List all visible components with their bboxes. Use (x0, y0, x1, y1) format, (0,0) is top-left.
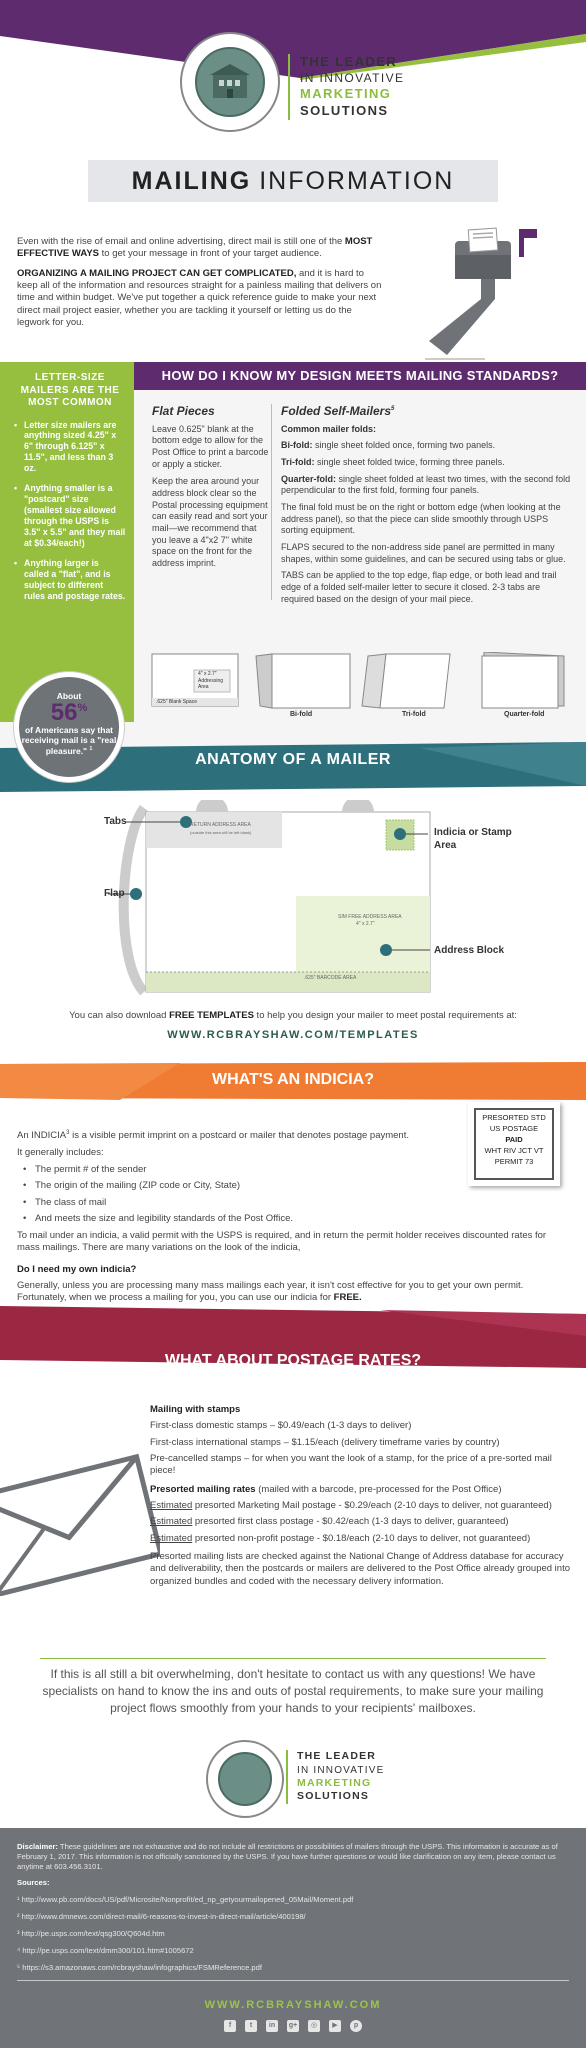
intro-paragraph-1: Even with the rise of email and online advertising, direct mail is still one of the MOST EFFECTIVE WAYS to get your message in front of your target audience. (17, 236, 373, 260)
youtube-icon[interactable]: ▶ (329, 2020, 341, 2032)
flat-paragraph-2: Keep the area around your address block clear so the Postal processing equipment can easily read and sort your mail—we recommend that you leave a 4"x2 7" white space on the front for the address imprint. (152, 476, 268, 569)
tagline-line-1: THE LEADER (300, 54, 398, 69)
footer-tagline (286, 1750, 384, 1804)
sidebar-item: • Anything smaller is a "postcard" size (smallest size allowed through the USPS is 3.5" x 5.5" and they mail at $0.34/each!) (14, 483, 126, 549)
help-text: If this is all still a bit overwhelming, don't hesitate to contact us with any questions! We have specialists on hand to know the ins and outs of postal requirements, to make sure your mailing project flows smoothly from your hands to your recipients' mailboxes. (42, 1667, 544, 1715)
indicia-text-2 (17, 1230, 569, 1309)
stamp-line: US POSTAGE (489, 1123, 539, 1133)
tabs-callout: Tabs (104, 816, 127, 827)
flat-pieces-title: Flat Pieces (152, 404, 215, 418)
tagline-line-2: IN INNOVATIVE (300, 70, 405, 85)
source-link[interactable]: ¹ http://www.pb.com/docs/US/pdf/Microsite/Nonprofit/ed_np_getyourmailopened_05Mail/Moment.pdf (17, 1895, 354, 1905)
tagline (288, 54, 404, 120)
stamp-line: PAID (505, 1134, 523, 1144)
intro-paragraph-2: ORGANIZING A MAILING PROJECT CAN GET COMPLICATED, and it is hard to keep all of the information and resources straight for a painless mailing that delivers on time and within budget. We've put together a quick reference guide to make your next direct mail project easier, whether you are tackling it yourself or letting us do the legwork for you. (17, 267, 382, 329)
folded-paragraph-3: FLAPS secured to the non-address side panel are permitted in many shapes, within some guidelines, and can be secured using tabs or glue. (281, 542, 566, 564)
bifold-desc: Bi-fold: single sheet folded once, forming two panels. (281, 440, 496, 451)
stamp-line: WHT RIV JCT VT (484, 1145, 544, 1155)
google-plus-icon[interactable]: g+ (287, 2020, 299, 2032)
indicia-text (17, 1130, 457, 1230)
indicia-title: WHAT'S AN INDICIA? (211, 1071, 374, 1088)
presort-rate-1: Estimated presorted Marketing Mail postage - $0.29/each (2-10 days to deliver, not guaranteed) (150, 1500, 552, 1512)
indicia-question: Do I need my own indicia? (17, 1263, 137, 1275)
logo-building-image (218, 1752, 272, 1806)
letter-size-sidebar (0, 362, 134, 722)
flat-paragraph-1: Leave 0.625" blank at the bottom edge to allow for the Post Office to print a barcode or apply a sticker. (152, 423, 269, 469)
address-area-sub: 4" x 2.7" (356, 921, 375, 927)
quarterfold-caption: Quarter-fold (504, 711, 545, 718)
standards-header: HOW DO I KNOW MY DESIGN MEETS MAILING STANDARDS? (134, 362, 586, 390)
indicia-paragraph-3: To mail under an indicia, a valid permit with the USPS is required, and in return the permit holder receives discounted rates for mass mailings. There are many variations on the look of the indicia, (17, 1230, 547, 1254)
page-title (88, 160, 498, 202)
common-folds-heading: Common mailer folds: (281, 423, 377, 434)
indicia-item: • And meets the size and legibility standards of the Post Office. (17, 1213, 457, 1225)
logo-building-image (195, 47, 265, 117)
indicia-item: • The origin of the mailing (ZIP code or City, State) (17, 1180, 457, 1192)
mailer-diagram (100, 800, 440, 1000)
mailbox-icon (425, 225, 565, 360)
intro-text (17, 236, 387, 336)
tagline-line-2: IN INNOVATIVE (297, 1764, 385, 1776)
folded-paragraph-4: TABS can be applied to the top edge, flap edge, or both lead and trail edge of a folded self-mailer letter to secure it closed. 2-3 tabs are required based on the design of your mail piece. (281, 570, 557, 604)
flap-callout: Flap (104, 888, 125, 899)
stat-text: of Americans say that receiving mail is a "real pleasure." $^1$ (21, 725, 117, 756)
quarterfold-desc: Quarter-fold: single sheet folded at least two times, with the second fold perpendicular to the first fold, forming four panels. (281, 473, 571, 496)
page-title-rest: INFORMATION (259, 166, 455, 195)
barcode-area-label: .625" BARCODE AREA (304, 975, 357, 981)
return-area-label: RETURN ADDRESS AREA (190, 822, 251, 828)
page-title-bold: MAILING (131, 166, 252, 195)
facebook-icon[interactable]: f (224, 2020, 236, 2032)
presort-rate-2: Estimated presorted first class postage - $0.42/each (1-3 days to deliver, guaranteed) (150, 1516, 509, 1528)
flat-pieces-column (152, 404, 270, 576)
bifold-caption: Bi-fold (290, 711, 313, 718)
sidebar-item: • Anything larger is called a "flat", and is subject to different rules and postage rates. (14, 558, 126, 602)
stat-circle (14, 672, 124, 782)
fold-diagrams (150, 652, 580, 718)
website-link[interactable]: WWW.RCBRAYSHAW.COM (204, 1999, 382, 2011)
stat-value: 56% (50, 699, 88, 727)
stamp-line: PERMIT 73 (494, 1156, 534, 1166)
folded-title: Folded Self-Mailers$^5$ (281, 404, 395, 418)
source-link[interactable]: ⁴ http://pe.usps.com/text/dmm300/101.htm#1005672 (17, 1946, 194, 1956)
stamps-heading: Mailing with stamps (150, 1404, 241, 1415)
indicia-item: • The class of mail (17, 1197, 457, 1209)
addressing-area-label: 4" x 2.7" Addressing Area (198, 671, 224, 690)
stamp-line: PRESORTED STD (482, 1113, 546, 1122)
address-area-label: SIM FREE ADDRESS AREA (338, 914, 402, 920)
tagline-line-4: SOLUTIONS (300, 103, 389, 119)
stamp-rate: First-class international stamps – $1.15/each (delivery timeframe varies by country) (150, 1436, 500, 1448)
social-icons (0, 2020, 586, 2032)
instagram-icon[interactable]: ◎ (308, 2020, 320, 2032)
twitter-icon[interactable]: t (245, 2020, 257, 2032)
folded-mailers-column (281, 404, 571, 611)
templates-text: You can also download FREE TEMPLATES to help you design your mailer to meet postal requirements at: (69, 1010, 517, 1021)
footer-logo[interactable] (206, 1740, 284, 1818)
disclaimer: Disclaimer: These guidelines are not exhaustive and do not include all restrictions or possibilities of mailers through the USPS. This information is accurate as of February 1, 2017. This information is not officially sanctioned by the USPS. If you have further questions or would like clarification on any item, please contact us anytime at 603.456.3101. (17, 1842, 558, 1871)
indicia-stamp (468, 1102, 560, 1186)
linkedin-icon[interactable]: in (266, 2020, 278, 2032)
blank-space-label: .625" Blank Space (156, 699, 197, 705)
sources-heading: Sources: (17, 1877, 50, 1887)
help-divider (40, 1658, 546, 1659)
company-logo[interactable] (176, 32, 284, 132)
postage-closing: Presorted mailing lists are checked against the National Change of Address database for accuracy and deliverability, then the postcards or mailers are delivered to the Post Office already grouped into organized bundles and coded with the necessary delivery information. (150, 1551, 570, 1587)
return-area-sub: (outside this area will be left blank) (190, 830, 252, 835)
indicia-answer: Generally, unless you are processing many mass mailings each year, it isn't cost effective for you to get your own permit. Fortunately, when we process a mailing for you, you can use our indicia for FREE. (17, 1280, 524, 1304)
tagline-line-3: MARKETING (297, 1776, 372, 1789)
footer-divider (17, 1980, 569, 1981)
stamp-rate: First-class domestic stamps – $0.49/each (1-3 days to deliver) (150, 1420, 412, 1432)
source-link[interactable]: ³ http://pe.usps.com/text/qsg300/Q604d.htm (17, 1929, 165, 1939)
source-link[interactable]: ⁵ https://s3.amazonaws.com/rcbrayshaw/infographics/FSMReference.pdf (17, 1962, 262, 1972)
indicia-item: • The permit # of the sender (17, 1164, 457, 1176)
envelope-icon (0, 1446, 160, 1596)
trifold-desc: Tri-fold: single sheet folded twice, forming three panels. (281, 456, 505, 467)
tagline-line-3: MARKETING (300, 86, 392, 102)
presort-rate-3: Estimated presorted non-profit postage - $0.18/each (2-10 days to deliver, not guaranteed) (150, 1532, 531, 1544)
pinterest-icon[interactable]: p (350, 2020, 362, 2032)
tagline-line-1: THE LEADER (297, 1750, 377, 1762)
indicia-paragraph-1: An INDICIA$^3$ is a visible permit imprint on a postcard or mailer that denotes postage payment. (17, 1130, 409, 1142)
indicia-callout: Indicia or Stamp Area (434, 827, 512, 851)
sidebar-item: • Letter size mailers are anything sized 4.25" x 6" through 6.125" x 11.5", and less than 3 oz. (14, 420, 126, 475)
indicia-paragraph-2: It generally includes: (17, 1146, 104, 1158)
sidebar-title: LETTER-SIZE MAILERS ARE THE MOST COMMON (20, 372, 120, 408)
templates-link[interactable]: WWW.RCBRAYSHAW.COM/TEMPLATES (167, 1029, 419, 1041)
page-footer (0, 1828, 586, 2048)
anatomy-title: ANATOMY OF A MAILER (195, 751, 391, 768)
folded-paragraph-2: The final fold must be on the right or bottom edge (when looking at the address panel), so that the piece can slide smoothly through USPS sorting equipment. (281, 502, 561, 536)
page-header (0, 0, 586, 140)
stamp-rate: Pre-cancelled stamps – for when you want the look of a stamp, for the price of a pre-sorted mail piece! (150, 1453, 552, 1477)
postage-title: WHAT ABOUT POSTAGE RATES? (164, 1352, 422, 1369)
address-block-callout: Address Block (434, 945, 505, 956)
postage-text (150, 1404, 570, 1592)
trifold-caption: Tri-fold (402, 711, 426, 718)
presort-heading: Presorted mailing rates (mailed with a barcode, pre-processed for the Post Office) (150, 1483, 502, 1495)
source-link[interactable]: ² http://www.dmnews.com/direct-mail/6-reasons-to-invest-in-direct-mail/article/400198/ (17, 1912, 306, 1922)
tagline-line-4: SOLUTIONS (297, 1790, 370, 1803)
column-divider (271, 404, 272, 600)
stat-about: About (56, 691, 82, 701)
